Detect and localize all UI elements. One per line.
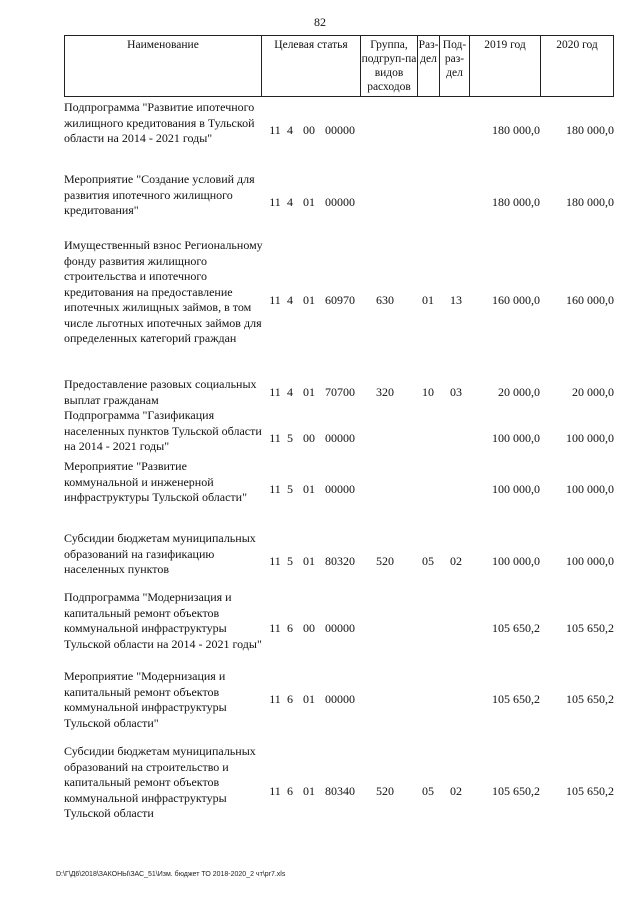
- target-code-program: 11: [269, 554, 281, 568]
- target-code-event: 01: [303, 293, 315, 307]
- target-code-direction: 00000: [325, 431, 355, 445]
- header-2019: 2019 год: [470, 36, 541, 96]
- expense-group: 520: [376, 784, 394, 798]
- subsection-code: 03: [450, 385, 462, 399]
- amount-2020: 105 650,2: [566, 784, 614, 798]
- target-code-subprogram: 5: [287, 554, 293, 568]
- subsection-code: 02: [450, 554, 462, 568]
- section-code: 05: [422, 554, 434, 568]
- amount-2020: 100 000,0: [566, 554, 614, 568]
- target-code-subprogram: 4: [287, 123, 293, 137]
- expense-group: 520: [376, 554, 394, 568]
- amount-2019: 180 000,0: [492, 123, 540, 137]
- target-code-subprogram: 6: [287, 784, 293, 798]
- section-code: 01: [422, 293, 434, 307]
- target-code-direction: 80340: [325, 784, 355, 798]
- target-code-program: 11: [269, 293, 281, 307]
- target-code-event: 01: [303, 554, 315, 568]
- target-code-event: 01: [303, 385, 315, 399]
- target-code-program: 11: [269, 692, 281, 706]
- target-code-subprogram: 6: [287, 621, 293, 635]
- target-code-program: 11: [269, 385, 281, 399]
- target-code-program: 11: [269, 123, 281, 137]
- amount-2019: 105 650,2: [492, 692, 540, 706]
- amount-2020: 105 650,2: [566, 621, 614, 635]
- header-target: Целевая статья: [262, 36, 361, 96]
- amount-2020: 100 000,0: [566, 482, 614, 496]
- header-name: Наименование: [65, 36, 262, 96]
- target-code-subprogram: 4: [287, 293, 293, 307]
- target-code-subprogram: 6: [287, 692, 293, 706]
- amount-2019: 105 650,2: [492, 784, 540, 798]
- target-code-program: 11: [269, 195, 281, 209]
- row-name: Мероприятие "Развитие коммунальной и инженерной инфраструктуры Тульской области": [64, 459, 247, 504]
- subsection-code: 13: [450, 293, 462, 307]
- amount-2019: 105 650,2: [492, 621, 540, 635]
- section-code: 10: [422, 385, 434, 399]
- amount-2020: 160 000,0: [566, 293, 614, 307]
- target-code-subprogram: 4: [287, 195, 293, 209]
- target-code-event: 01: [303, 482, 315, 496]
- header-2020: 2020 год: [556, 39, 598, 51]
- target-code-direction: 00000: [325, 195, 355, 209]
- page-number: 82: [314, 15, 326, 29]
- target-code-direction: 00000: [325, 621, 355, 635]
- target-code-subprogram: 5: [287, 482, 293, 496]
- amount-2020: 105 650,2: [566, 692, 614, 706]
- header-subsection: Под-раз-дел: [440, 36, 470, 96]
- target-code-program: 11: [269, 621, 281, 635]
- target-code-event: 00: [303, 621, 315, 635]
- amount-2020: 180 000,0: [566, 123, 614, 137]
- target-code-event: 01: [303, 195, 315, 209]
- target-code-subprogram: 4: [287, 385, 293, 399]
- amount-2019: 100 000,0: [492, 554, 540, 568]
- file-path-footer: D:\Г\Д6\2018\ЗАКОНЫ\ЗАС_51\Изм. бюджет ТО 2018-2020_2 чт\рr7.xls: [56, 871, 286, 878]
- header-group: Группа, подгруп-па видов расходов: [361, 36, 418, 96]
- target-code-direction: 00000: [325, 692, 355, 706]
- row-name: Подпрограмма "Модернизация и капитальный ремонт объектов коммунальной инфраструктуры Тульской области на 2014 - 2021 годы": [64, 590, 262, 651]
- target-code-direction: 70700: [325, 385, 355, 399]
- row-name: Субсидии бюджетам муниципальных образований на строительство и капитальный ремонт объектов коммунальной инфраструктуры Тульской области: [64, 744, 256, 820]
- target-code-program: 11: [269, 482, 281, 496]
- amount-2019: 100 000,0: [492, 482, 540, 496]
- row-name: Мероприятие "Создание условий для развития ипотечного жилищного кредитования": [64, 172, 255, 217]
- section-code: 05: [422, 784, 434, 798]
- header-section: Раз-дел: [418, 36, 440, 96]
- amount-2019: 180 000,0: [492, 195, 540, 209]
- expense-group: 320: [376, 385, 394, 399]
- row-name: Подпрограмма "Развитие ипотечного жилищного кредитования в Тульской области на 2014 - 2021 годы": [64, 100, 255, 145]
- row-name: Предоставление разовых социальных выплат гражданам: [64, 377, 257, 407]
- row-name: Подпрограмма "Газификация населенных пунктов Тульской области на 2014 - 2021 годы": [64, 408, 262, 453]
- row-name: Мероприятие "Модернизация и капитальный ремонт объектов коммунальной инфраструктуры Тульской области": [64, 669, 227, 730]
- expense-group: 630: [376, 293, 394, 307]
- target-code-program: 11: [269, 784, 281, 798]
- amount-2020: 20 000,0: [572, 385, 614, 399]
- subsection-code: 02: [450, 784, 462, 798]
- target-code-program: 11: [269, 431, 281, 445]
- amount-2019: 20 000,0: [498, 385, 540, 399]
- target-code-direction: 00000: [325, 123, 355, 137]
- target-code-event: 01: [303, 784, 315, 798]
- target-code-event: 00: [303, 123, 315, 137]
- row-name: Имущественный взнос Региональному фонду развития жилищного строительства и ипотечного кредитования на предоставление ипотечных жилищных займов, в том числе льготных ипотечных займов для определенных категорий граждан: [64, 238, 263, 345]
- row-name: Субсидии бюджетам муниципальных образований на газификацию населенных пунктов: [64, 531, 256, 576]
- target-code-subprogram: 5: [287, 431, 293, 445]
- amount-2019: 100 000,0: [492, 431, 540, 445]
- amount-2019: 160 000,0: [492, 293, 540, 307]
- target-code-direction: 80320: [325, 554, 355, 568]
- target-code-event: 01: [303, 692, 315, 706]
- amount-2020: 100 000,0: [566, 431, 614, 445]
- target-code-direction: 00000: [325, 482, 355, 496]
- target-code-direction: 60970: [325, 293, 355, 307]
- amount-2020: 180 000,0: [566, 195, 614, 209]
- target-code-event: 00: [303, 431, 315, 445]
